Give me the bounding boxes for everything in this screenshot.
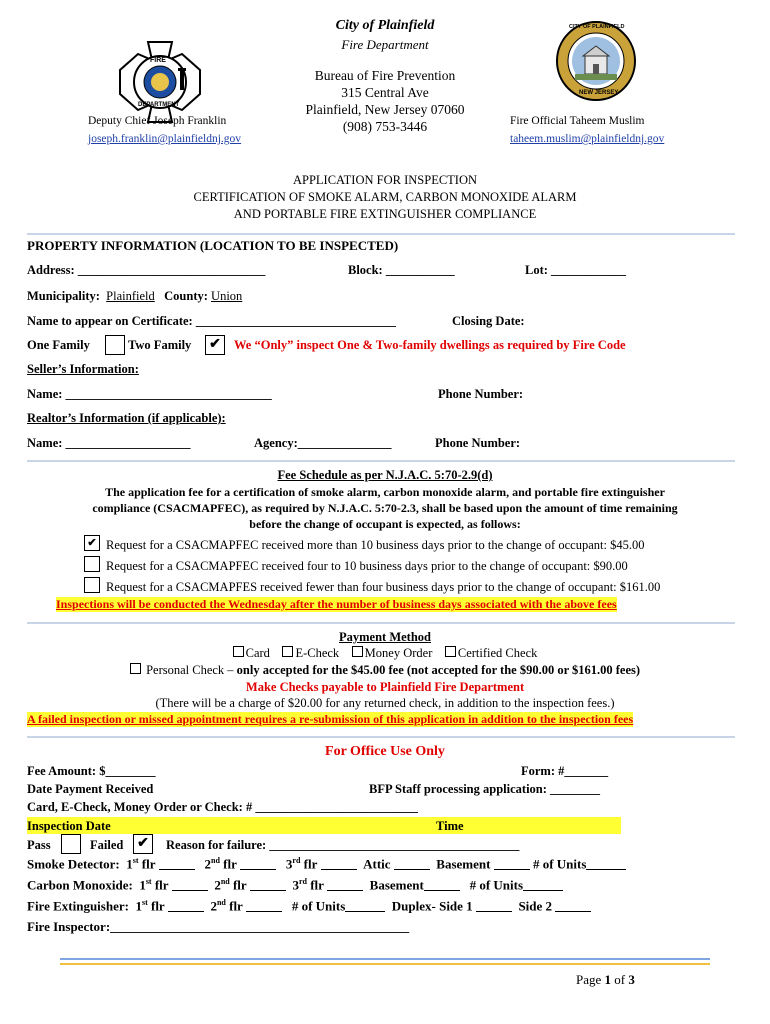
fe-2nd-floor-input[interactable] [246, 899, 282, 912]
basement-label: Basement [436, 856, 491, 872]
floor-number: 1 [135, 898, 142, 914]
two-family-checkbox[interactable]: ✔ [205, 335, 225, 355]
fee-option-3-checkbox[interactable] [84, 577, 100, 593]
basement-label: Basement [369, 877, 424, 893]
co-1st-floor-input[interactable] [172, 878, 208, 891]
returned-check-notice: (There will be a charge of $20.00 for any returned check, in addition to the inspection fees.) [155, 696, 615, 710]
deputy-chief-name: Deputy Chief Joseph Franklin [88, 115, 227, 127]
title-line-3: AND PORTABLE FIRE EXTINGUISHER COMPLIANCE [233, 207, 537, 221]
form-number-field[interactable]: Form: #_______ [521, 764, 609, 778]
fire-extinguisher-label: Fire Extinguisher: [27, 898, 129, 914]
units-label: # of Units [469, 877, 524, 893]
one-family-checkbox[interactable] [105, 335, 125, 355]
fee-option-2-checkbox[interactable] [84, 556, 100, 572]
fire-official-email[interactable]: taheem.muslim@plainfieldnj.gov [510, 133, 665, 145]
fe-units-input[interactable] [345, 899, 385, 912]
city-seal [555, 20, 637, 102]
fee-option-2: Request for a CSACMAPFEC received four to 10 business days prior to the change of occupant: $90.00 [106, 559, 628, 573]
fire-logo-top-text: FIRE [150, 57, 166, 64]
bureau-name: Bureau of Fire Prevention [314, 68, 456, 83]
carbon-monoxide-row [27, 877, 563, 893]
dwelling-type-notice: We “Only” inspect One & Two-family dwellings as required by Fire Code [234, 338, 626, 352]
certificate-name-field[interactable]: Name to appear on Certificate: ________________________________ [27, 314, 396, 328]
floor-label: flr [303, 856, 318, 872]
personal-check-checkbox[interactable] [130, 663, 141, 674]
floor-number: 1 [139, 877, 146, 893]
time-field[interactable]: Time [436, 819, 464, 833]
payment-options-row [0, 646, 770, 661]
floor-label: flr [310, 877, 324, 893]
floor-suffix: rd [298, 877, 307, 886]
total-pages: 3 [628, 972, 635, 987]
floor-label: flr [154, 877, 169, 893]
divider [27, 460, 735, 462]
floor-suffix: st [145, 877, 152, 886]
personal-check-row [0, 663, 770, 678]
address-field[interactable]: Address: ______________________________ [27, 263, 266, 277]
realtor-agency-field[interactable]: Agency:_______________ [254, 436, 392, 450]
floor-label: flr [232, 877, 247, 893]
units-label: # of Units [532, 856, 587, 872]
office-use-heading: For Office Use Only [325, 744, 445, 759]
duplex-side-1-input[interactable] [476, 899, 512, 912]
bureau-phone: (908) 753-3446 [342, 119, 428, 134]
floor-label: flr [229, 898, 243, 914]
pass-checkbox[interactable] [61, 834, 81, 854]
fee-option-3: Request for a CSACMAPFES received fewer than four business days prior to the change of occupant: $161.00 [106, 580, 661, 594]
co-3rd-floor-input[interactable] [327, 878, 363, 891]
personal-check-label: Personal Check – [146, 663, 234, 677]
deputy-chief-email[interactable]: joseph.franklin@plainfieldnj.gov [88, 133, 242, 145]
bureau-city-state: Plainfield, New Jersey 07060 [305, 102, 465, 117]
block-field[interactable]: Block: ___________ [348, 263, 455, 277]
divider [27, 736, 735, 738]
co-2nd-floor-input[interactable] [250, 878, 286, 891]
floor-suffix: st [132, 856, 139, 865]
failed-checkbox[interactable]: ✔ [133, 834, 153, 854]
checks-payable-notice: Make Checks payable to Plainfield Fire Department [245, 680, 525, 694]
floor-suffix: nd [216, 898, 226, 907]
side-2-label: Side 2 [518, 898, 553, 914]
smoke-1st-floor-input[interactable] [159, 857, 195, 870]
department-name: Fire Department [341, 37, 429, 52]
bfp-staff-field[interactable]: BFP Staff processing application: ________ [369, 782, 601, 796]
duplex-side-1-label: Duplex- Side 1 [391, 898, 473, 914]
reason-for-failure-field[interactable]: Reason for failure: ________________________________________ [166, 838, 520, 852]
page-number [576, 972, 635, 988]
city-seal-bottom-text: NEW JERSEY [579, 90, 619, 96]
fee-amount-field[interactable]: Fee Amount: $________ [27, 764, 156, 778]
smoke-detector-row [27, 856, 626, 872]
payment-method-heading: Payment Method [339, 630, 431, 644]
fire-logo-bottom-text: DEPARTMENT [138, 102, 180, 108]
card-checkbox[interactable] [233, 646, 244, 657]
floor-label: flr [150, 898, 165, 914]
smoke-2nd-floor-input[interactable] [240, 857, 276, 870]
realtor-heading: Realtor’s Information (if applicable): [27, 411, 226, 425]
floor-number: 2 [214, 877, 221, 893]
county-label: County: [164, 289, 208, 303]
floor-suffix: st [141, 898, 148, 907]
payment-number-field[interactable]: Card, E-Check, Money Order or Check: # __________________________ [27, 800, 418, 814]
certified-check-checkbox[interactable] [445, 646, 456, 657]
title-line-2: CERTIFICATION OF SMOKE ALARM, CARBON MONOXIDE ALARM [193, 190, 577, 204]
smoke-units-input[interactable] [586, 857, 626, 870]
fe-1st-floor-input[interactable] [168, 899, 204, 912]
floor-number: 2 [210, 898, 217, 914]
footer-line-blue [60, 958, 710, 960]
attic-label: Attic [363, 856, 391, 872]
smoke-3rd-floor-input[interactable] [321, 857, 357, 870]
bureau-street: 315 Central Ave [341, 85, 429, 100]
municipality-label: Municipality: [27, 289, 100, 303]
seller-phone-field[interactable]: Phone Number: [438, 387, 524, 401]
city-name: City of Plainfield [335, 18, 435, 33]
of-label: of [614, 972, 626, 987]
personal-check-note: only accepted for the $45.00 fee (not accepted for the $90.00 or $161.00 fees) [236, 663, 641, 677]
echeck-checkbox[interactable] [282, 646, 293, 657]
seller-name-field[interactable]: Name: _________________________________ [27, 387, 272, 401]
inspection-date-field[interactable]: Inspection Date [27, 819, 111, 833]
floor-label: flr [141, 856, 156, 872]
failed-label: Failed [90, 838, 124, 852]
certified-check-label: Certified Check [457, 646, 538, 660]
municipality-row [27, 289, 242, 304]
card-label: Card [245, 646, 270, 660]
floor-number: 3 [285, 856, 293, 872]
county-value[interactable]: Union [211, 289, 243, 303]
money-order-label: Money Order [364, 646, 433, 660]
side-2-input[interactable] [555, 899, 591, 912]
units-label: # of Units [291, 898, 346, 914]
fire-official-name: Fire Official Taheem Muslim [510, 115, 645, 127]
title-line-1: APPLICATION FOR INSPECTION [292, 173, 478, 187]
fire-department-logo [118, 40, 202, 124]
carbon-monoxide-label: Carbon Monoxide: [27, 877, 133, 893]
date-payment-received-field[interactable]: Date Payment Received [27, 782, 154, 796]
realtor-name-field[interactable]: Name: ____________________ [27, 436, 191, 450]
floor-suffix: rd [292, 856, 301, 865]
fee-option-1-checkbox[interactable]: ✔ [84, 535, 100, 551]
fee-paragraph-line-3: before the change of occupant is expected, as follows: [249, 517, 521, 531]
realtor-phone-field[interactable]: Phone Number: [435, 436, 521, 450]
pass-label: Pass [27, 838, 51, 852]
co-basement-input[interactable] [424, 878, 460, 891]
maltese-cross-icon [118, 40, 202, 124]
inspection-day-notice: Inspections will be conducted the Wednesday after the number of business days associated with the above fees [56, 597, 617, 611]
current-page: 1 [604, 972, 612, 987]
failed-inspection-notice: A failed inspection or missed appointment requires a re-submission of this application in addition to the inspection fees [27, 712, 634, 726]
smoke-detector-label: Smoke Detector: [27, 856, 120, 872]
floor-suffix: nd [220, 877, 230, 886]
smoke-attic-input[interactable] [394, 857, 430, 870]
money-order-checkbox[interactable] [352, 646, 363, 657]
fee-paragraph-line-2: compliance (CSACMAPFEC), as required by N.J.A.C. 5:70-2.3, shall be based upon the amount of time remaining [92, 501, 678, 515]
divider [27, 233, 735, 235]
lot-field[interactable]: Lot: ____________ [525, 263, 627, 277]
smoke-basement-input[interactable] [494, 857, 530, 870]
fee-schedule-heading: Fee Schedule as per N.J.A.C. 5:70-2.9(d) [277, 468, 493, 482]
floor-number: 2 [204, 856, 212, 872]
seller-heading: Seller’s Information: [27, 362, 139, 376]
two-family-label: Two Family [128, 338, 192, 352]
fire-extinguisher-row [27, 898, 591, 914]
fee-option-1: Request for a CSACMAPFEC received more than 10 business days prior to the change of occupant: $45.00 [106, 538, 645, 552]
closing-date-field[interactable]: Closing Date: [452, 314, 525, 328]
divider [27, 622, 735, 624]
municipality-value[interactable]: Plainfield [106, 289, 155, 303]
fire-inspector-field[interactable]: Fire Inspector:______________________________________________ [27, 919, 410, 934]
floor-label: flr [223, 856, 237, 872]
floor-suffix: nd [211, 856, 220, 865]
inspection-date-highlight [27, 817, 621, 834]
city-seal-top-text: CITY OF PLAINFIELD [569, 24, 625, 30]
one-family-label: One Family [27, 338, 90, 352]
fee-paragraph-line-1: The application fee for a certification of smoke alarm, carbon monoxide alarm, and portable fire extinguisher [105, 485, 665, 499]
echeck-label: E-Check [295, 646, 340, 660]
page-label: Page [576, 972, 602, 987]
floor-number: 3 [292, 877, 299, 893]
co-units-input[interactable] [523, 878, 563, 891]
property-heading: PROPERTY INFORMATION (LOCATION TO BE INSPECTED) [27, 238, 399, 253]
floor-number: 1 [126, 856, 133, 872]
footer-line-gold [60, 963, 710, 965]
